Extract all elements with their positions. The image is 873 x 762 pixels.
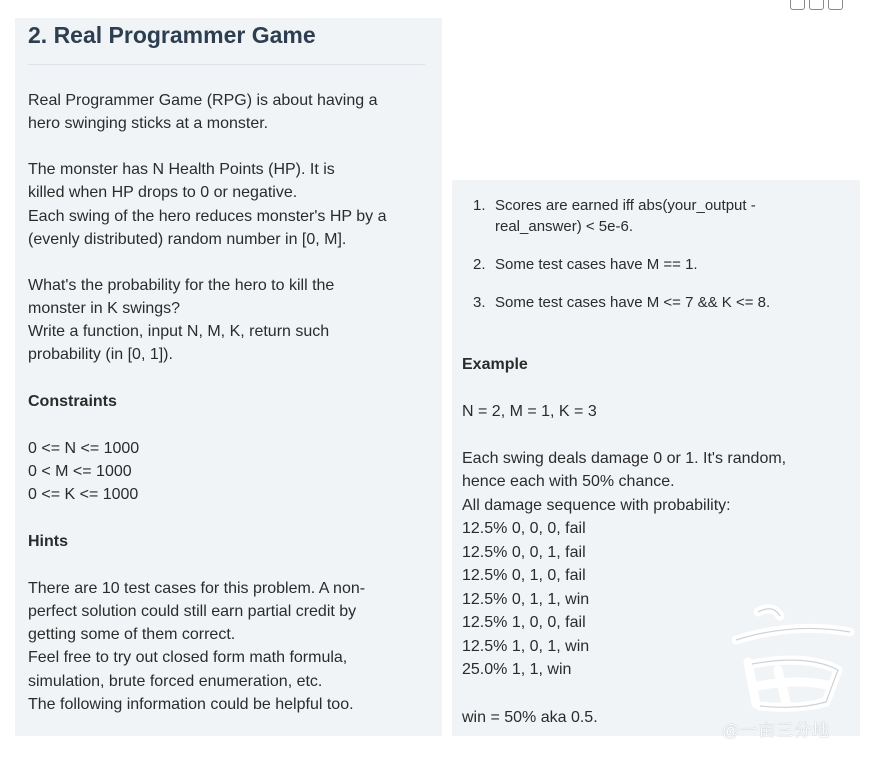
constraint-line: 0 < M <= 1000 — [28, 463, 132, 480]
problem-title: 2. Real Programmer Game — [28, 22, 316, 48]
example-line: 12.5% 1, 0, 1, win — [462, 638, 590, 655]
window-control-icon[interactable] — [809, 0, 824, 10]
window-control-icon[interactable] — [828, 0, 843, 10]
constraints-heading: Constraints — [28, 393, 117, 410]
monster-line: The monster has N Health Points (HP). It is — [28, 161, 335, 178]
example-line: hence each with 50% chance. — [462, 473, 675, 490]
question-line: What's the probability for the hero to kill the — [28, 277, 335, 294]
constraint-line: 0 <= N <= 1000 — [28, 440, 140, 457]
example-line: 12.5% 0, 1, 1, win — [462, 591, 590, 608]
example-line: 12.5% 0, 0, 0, fail — [462, 520, 586, 537]
hint-line: simulation, brute forced enumeration, etc. — [28, 673, 323, 690]
watermark-text: @一亩三分地 — [722, 721, 831, 740]
monster-line: killed when HP drops to 0 or negative. — [28, 184, 298, 201]
note-number: 1. — [473, 197, 486, 214]
note-line: Some test cases have M == 1. — [495, 256, 698, 273]
example-line: 25.0% 1, 1, win — [462, 661, 572, 678]
intro-line: hero swinging sticks at a monster. — [28, 115, 269, 132]
hint-line: There are 10 test cases for this problem. A non- — [28, 580, 366, 597]
constraint-line: 0 <= K <= 1000 — [28, 486, 139, 503]
window-control-icon[interactable] — [790, 0, 805, 10]
note-number: 3. — [473, 294, 486, 311]
example-line: 12.5% 1, 0, 0, fail — [462, 614, 586, 631]
example-input: N = 2, M = 1, K = 3 — [462, 403, 597, 420]
question-line: monster in K swings? — [28, 300, 181, 317]
intro-line: Real Programmer Game (RPG) is about having a — [28, 92, 378, 109]
monster-line: (evenly distributed) random number in [0, M]. — [28, 231, 347, 248]
hint-line: The following information could be helpful too. — [28, 696, 354, 713]
window-controls — [790, 0, 843, 10]
example-result: win = 50% aka 0.5. — [462, 709, 598, 726]
note-line: real_answer) < 5e-6. — [495, 218, 633, 235]
hint-line: perfect solution could still earn partial credit by — [28, 603, 357, 620]
note-line: Scores are earned iff abs(your_output - — [495, 197, 756, 214]
monster-line: Each swing of the hero reduces monster's HP by a — [28, 208, 387, 225]
example-heading: Example — [462, 356, 528, 373]
example-line: 12.5% 0, 0, 1, fail — [462, 544, 586, 561]
example-line: All damage sequence with probability: — [462, 497, 731, 514]
question-line: Write a function, input N, M, K, return such — [28, 323, 330, 340]
note-line: Some test cases have M <= 7 && K <= 8. — [495, 294, 771, 311]
example-line: Each swing deals damage 0 or 1. It's random, — [462, 450, 787, 467]
example-line: 12.5% 0, 1, 0, fail — [462, 567, 586, 584]
question-line: probability (in [0, 1]). — [28, 346, 173, 363]
note-number: 2. — [473, 256, 486, 273]
hint-line: Feel free to try out closed form math formula, — [28, 649, 348, 666]
title-divider — [28, 64, 425, 65]
hint-line: getting some of them correct. — [28, 626, 236, 643]
hints-heading: Hints — [28, 533, 68, 550]
